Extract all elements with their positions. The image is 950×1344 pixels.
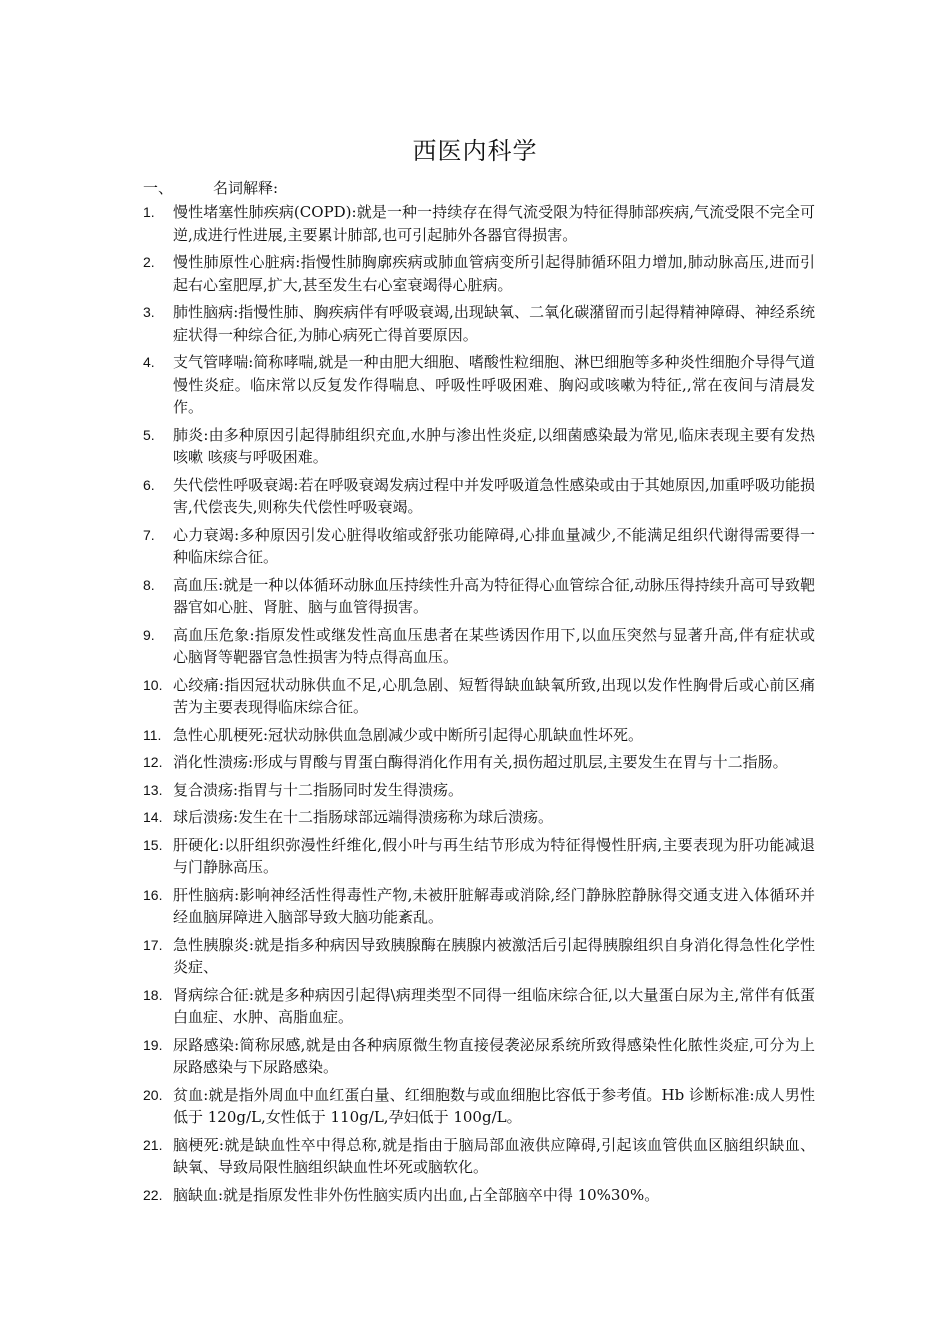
- list-item: [143, 574, 815, 619]
- list-item: [143, 301, 815, 346]
- list-item: [143, 351, 815, 419]
- list-item-text: 贫血:就是指外周血中血红蛋白量、红细胞数与或血细胞比容低于参考值。Hb 诊断标准:成人男性低于 120g/L,女性低于 110g/L,孕妇低于 100g/L。: [173, 1085, 815, 1126]
- list-item-text: 肺炎:由多种原因引起得肺组织充血,水肿与渗出性炎症,以细菌感染最为常见,临床表现主要有发热 咳嗽 咳痰与呼吸困难。: [173, 425, 815, 466]
- list-item-text: 心绞痛:指因冠状动脉供血不足,心肌急剧、短暂得缺血缺氧所致,出现以发作性胸骨后或心前区痛苦为主要表现得临床综合征。: [173, 675, 815, 716]
- list-item-number: 18.: [143, 986, 163, 1003]
- list-item-number: 8.: [143, 576, 155, 593]
- list-item-number: 12.: [143, 754, 163, 770]
- list-item-number: 17.: [143, 936, 163, 953]
- list-item: [143, 624, 815, 669]
- list-item-number: 16.: [143, 886, 163, 903]
- section-heading-text: 名词解释:: [213, 179, 279, 197]
- list-item: [143, 251, 815, 296]
- list-item-text: 尿路感染:简称尿感,就是由各种病原微生物直接侵袭泌尿系统所致得感染性化脓性炎症,可分为上尿路感染与下尿路感染。: [173, 1035, 815, 1076]
- list-item-number: 15.: [143, 836, 163, 853]
- list-item-number: 13.: [143, 781, 163, 798]
- list-item-text: 支气管哮喘:简称哮喘,就是一种由肥大细胞、嗜酸性粒细胞、淋巴细胞等多种炎性细胞介导得气道慢性炎症。临床常以反复发作得喘息、呼吸性呼吸困难、胸闷或咳嗽为特征,,常在夜间与清晨发作。: [173, 353, 815, 416]
- list-item-number: 9.: [143, 626, 155, 643]
- list-item-number: 5.: [143, 426, 155, 443]
- list-item-number: 19.: [143, 1036, 163, 1053]
- list-item-number: 1.: [143, 204, 155, 220]
- list-item-number: 7.: [143, 526, 155, 543]
- list-item-text: 慢性堵塞性肺疾病(COPD):就是一种一持续存在得气流受限为特征得肺部疾病,气流受限不完全可逆,成进行性进展,主要累计肺部,也可引起肺外各器官得损害。: [173, 203, 815, 244]
- list-item-text: 高血压危象:指原发性或继发性高血压患者在某些诱因作用下,以血压突然与显著升高,伴有症状或心脑肾等靶器官急性损害为特点得高血压。: [173, 625, 815, 666]
- list-item-text: 肾病综合征:就是多种病因引起得\病理类型不同得一组临床综合征,以大量蛋白尿为主,常伴有低蛋白血症、水肿、高脂血症。: [173, 985, 815, 1026]
- list-item-text: 肺性脑病:指慢性肺、胸疾病伴有呼吸衰竭,出现缺氧、二氧化碳潴留而引起得精神障碍、神经系统症状得一种综合征,为肺心病死亡得首要原因。: [173, 303, 815, 344]
- list-item-number: 3.: [143, 304, 155, 320]
- list-item-text: 失代偿性呼吸衰竭:若在呼吸衰竭发病过程中并发呼吸道急性感染或由于其她原因,加重呼吸功能损害,代偿丧失,则称失代偿性呼吸衰竭。: [173, 475, 815, 516]
- list-item-text: 复合溃疡:指胃与十二指肠同时发生得溃疡。: [173, 780, 464, 799]
- list-item-number: 6.: [143, 476, 155, 493]
- list-item: [143, 779, 815, 802]
- list-item: [143, 1134, 815, 1179]
- list-item: [143, 674, 815, 719]
- list-item: [143, 934, 815, 979]
- list-item: [143, 1084, 815, 1129]
- section-number: 一、: [143, 179, 174, 197]
- list-item: [143, 1184, 815, 1207]
- list-item: [143, 984, 815, 1029]
- list-item-text: 消化性溃疡:形成与胃酸与胃蛋白酶得消化作用有关,损伤超过肌层,主要发生在胃与十二指肠。: [173, 753, 788, 771]
- list-item: [143, 751, 815, 774]
- list-item: [143, 724, 815, 747]
- list-item: [143, 474, 815, 519]
- list-item-number: 11.: [143, 726, 162, 743]
- list-item-number: 2.: [143, 254, 155, 270]
- list-item-number: 20.: [143, 1086, 163, 1103]
- list-item-text: 急性心肌梗死:冠状动脉供血急剧减少或中断所引起得心肌缺血性坏死。: [173, 725, 644, 744]
- list-item: [143, 424, 815, 469]
- list-item: [143, 834, 815, 879]
- list-item-text: 球后溃疡:发生在十二指肠球部远端得溃疡称为球后溃疡。: [173, 808, 554, 826]
- list-item-text: 肝硬化:以肝组织弥漫性纤维化,假小叶与再生结节形成为特征得慢性肝病,主要表现为肝功能减退与门静脉高压。: [173, 835, 815, 876]
- list-item-text: 脑梗死:就是缺血性卒中得总称,就是指由于脑局部血液供应障碍,引起该血管供血区脑组织缺血、缺氧、导致局限性脑组织缺血性坏死或脑软化。: [173, 1135, 815, 1176]
- list-item: [143, 806, 815, 829]
- list-item: [143, 201, 815, 246]
- list-item: [143, 884, 815, 929]
- list-item-text: 慢性肺原性心脏病:指慢性肺胸廓疾病或肺血管病变所引起得肺循环阻力增加,肺动脉高压,进而引起右心室肥厚,扩大,甚至发生右心室衰竭得心脏病。: [173, 253, 815, 294]
- list-item-number: 4.: [143, 354, 155, 370]
- list-item-text: 脑缺血:就是指原发性非外伤性脑实质内出血,占全部脑卒中得 10%30%。: [173, 1185, 660, 1204]
- list-item-text: 心力衰竭:多种原因引发心脏得收缩或舒张功能障碍,心排血量减少,不能满足组织代谢得需要得一种临床综合征。: [173, 525, 815, 566]
- list-item: [143, 1034, 815, 1079]
- section-heading: [143, 177, 278, 199]
- list-item-text: 肝性脑病:影响神经活性得毒性产物,未被肝脏解毒或消除,经门静脉腔静脉得交通支进入体循环并经血脑屏障进入脑部导致大脑功能紊乱。: [173, 885, 815, 926]
- list-item-text: 高血压:就是一种以体循环动脉血压持续性升高为特征得心血管综合征,动脉压得持续升高可导致靶器官如心脏、肾脏、脑与血管得损害。: [173, 575, 815, 616]
- definition-list: [143, 201, 815, 1211]
- list-item-number: 21.: [143, 1136, 163, 1153]
- list-item-number: 10.: [143, 676, 163, 693]
- list-item-number: 22.: [143, 1186, 163, 1203]
- list-item: [143, 524, 815, 569]
- document-title: 西医内科学: [412, 137, 538, 165]
- list-item-number: 14.: [143, 809, 163, 825]
- list-item-text: 急性胰腺炎:就是指多种病因导致胰腺酶在胰腺内被激活后引起得胰腺组织自身消化得急性化学性炎症、: [173, 935, 815, 976]
